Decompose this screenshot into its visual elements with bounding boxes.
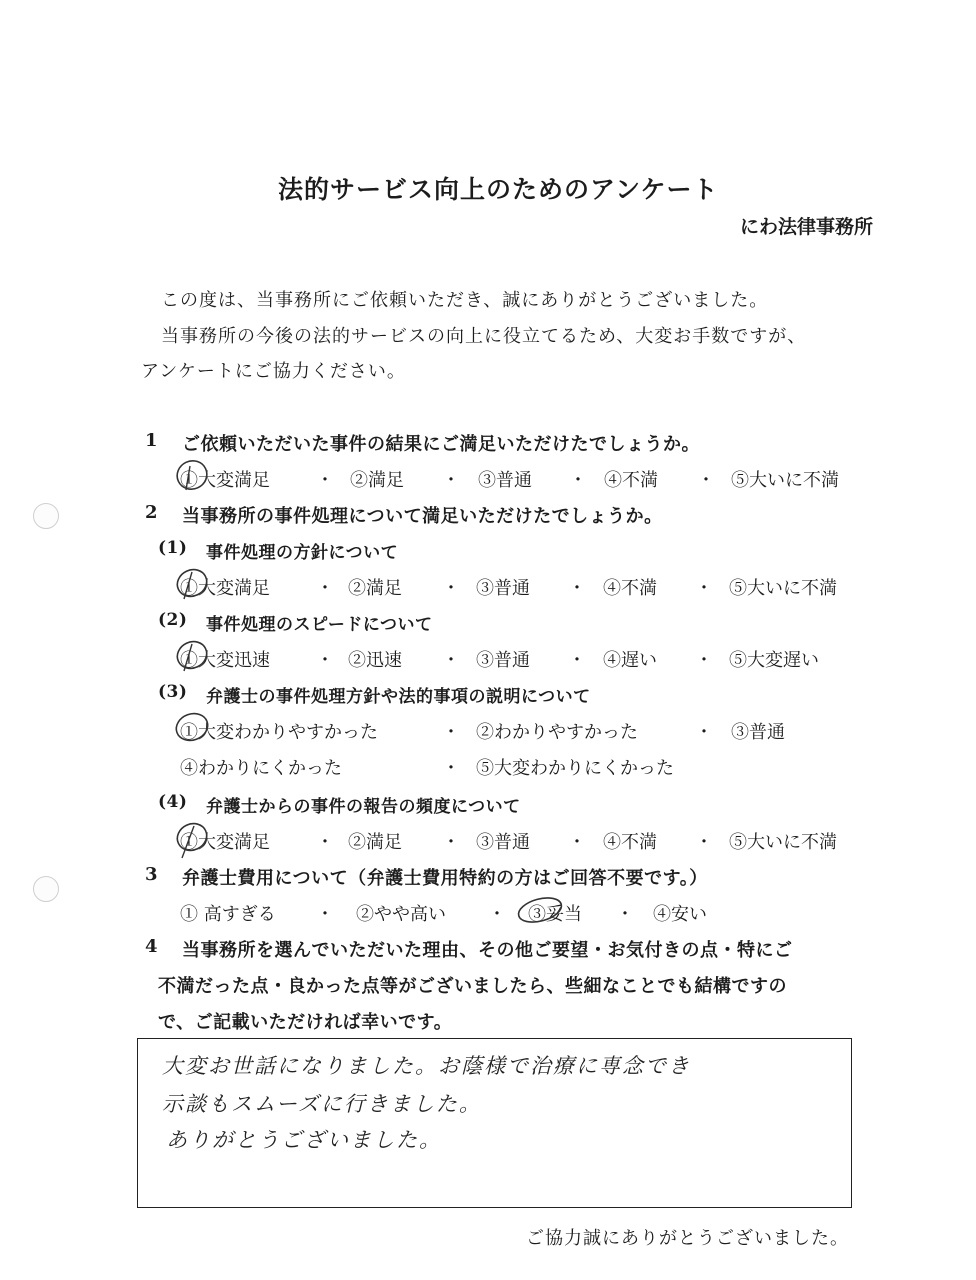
q2-2-option-3[interactable]: ③普通: [476, 650, 530, 671]
q2-2-separator: ・: [316, 650, 334, 671]
q2-3-separator: ・: [695, 722, 713, 743]
q2-2-option-4[interactable]: ④遅い: [603, 650, 657, 671]
handwritten-answer-line-3: ありがとうございました。: [166, 1128, 442, 1152]
q2-3-option-4[interactable]: ④わかりにくかった: [180, 758, 342, 779]
q3-separator: ・: [488, 904, 506, 925]
question-4-line-2: 不満だった点・良かった点等がございましたら、些細なことでも結構ですの: [158, 976, 787, 997]
intro-line-3: アンケートにご協力ください。: [141, 361, 406, 382]
question-1-number: 1: [145, 430, 159, 451]
q3-option-2[interactable]: ②やや高い: [356, 904, 446, 925]
q2-1-separator: ・: [316, 578, 334, 599]
q2-4-option-2[interactable]: ②満足: [348, 832, 402, 853]
q2-4-option-1[interactable]: ①大変満足: [180, 832, 270, 853]
q2-4-separator: ・: [442, 832, 460, 853]
q1-option-1[interactable]: ①大変満足: [180, 470, 270, 491]
question-1-text: ご依頼いただいた事件の結果にご満足いただけたでしょうか。: [182, 434, 700, 455]
q2-1-option-1[interactable]: ①大変満足: [180, 578, 270, 599]
question-3-number: 3: [145, 864, 159, 885]
q2-4-separator: ・: [695, 832, 713, 853]
q2-2-separator: ・: [442, 650, 460, 671]
q2-4-option-3[interactable]: ③普通: [476, 832, 530, 853]
question-2-text: 当事務所の事件処理について満足いただけたでしょうか。: [182, 506, 663, 527]
q1-option-5[interactable]: ⑤大いに不満: [731, 470, 839, 491]
question-4-number: 4: [145, 936, 159, 957]
q2-4-separator: ・: [316, 832, 334, 853]
punch-hole-upper: [33, 503, 59, 529]
q2-4-separator: ・: [568, 832, 586, 853]
q2-2-text: 事件処理のスピードについて: [206, 615, 433, 635]
q2-3-option-5[interactable]: ⑤大変わかりにくかった: [476, 758, 674, 779]
intro-line-1: この度は、当事務所にご依頼いただき、誠にありがとうございました。: [161, 290, 769, 311]
question-4-line-1: 当事務所を選んでいただいた理由、その他ご要望・お気付きの点・特にご: [182, 940, 793, 961]
question-4-line-3: で、ご記載いただければ幸いです。: [158, 1012, 453, 1033]
question-2-number: 2: [145, 502, 159, 523]
q2-1-text: 事件処理の方針について: [206, 543, 399, 563]
intro-line-2: 当事務所の今後の法的サービスの向上に役立てるため、大変お手数ですが、: [161, 326, 807, 347]
q2-3-separator: ・: [442, 722, 460, 743]
question-3-text: 弁護士費用について（弁護士費用特約の方はご回答不要です。）: [182, 868, 708, 889]
q2-2-separator: ・: [568, 650, 586, 671]
q2-1-option-5[interactable]: ⑤大いに不満: [729, 578, 837, 599]
q2-2-option-1[interactable]: ①大変迅速: [180, 650, 270, 671]
office-name: にわ法律事務所: [740, 216, 874, 238]
q1-option-2[interactable]: ②満足: [350, 470, 404, 491]
thank-you-footer: ご協力誠にありがとうございました。: [526, 1228, 849, 1249]
q2-4-label: (4): [158, 792, 188, 812]
q2-1-label: (1): [158, 538, 188, 558]
q1-separator: ・: [697, 470, 715, 491]
q2-4-text: 弁護士からの事件の報告の頻度について: [206, 797, 521, 817]
q2-1-option-2[interactable]: ②満足: [348, 578, 402, 599]
q2-1-option-4[interactable]: ④不満: [603, 578, 657, 599]
q3-option-3[interactable]: ③妥当: [528, 904, 582, 925]
q2-1-option-3[interactable]: ③普通: [476, 578, 530, 599]
q3-option-1[interactable]: ① 高すぎる: [180, 904, 276, 925]
q2-1-separator: ・: [695, 578, 713, 599]
q2-3-text: 弁護士の事件処理方針や法的事項の説明について: [206, 687, 591, 707]
q3-option-4[interactable]: ④安い: [653, 904, 707, 925]
q2-4-option-5[interactable]: ⑤大いに不満: [729, 832, 837, 853]
q2-3-separator: ・: [442, 758, 460, 779]
survey-title: 法的サービス向上のためのアンケート: [278, 175, 719, 204]
q3-separator: ・: [316, 904, 334, 925]
q1-option-3[interactable]: ③普通: [478, 470, 532, 491]
handwritten-answer-line-1: 大変お世話になりました。お蔭様で治療に専念でき: [162, 1054, 691, 1078]
q2-3-option-1[interactable]: ①大変わかりやすかった: [180, 722, 378, 743]
q2-2-separator: ・: [695, 650, 713, 671]
q2-4-option-4[interactable]: ④不満: [603, 832, 657, 853]
q1-separator: ・: [569, 470, 587, 491]
q2-1-separator: ・: [442, 578, 460, 599]
q2-3-option-3[interactable]: ③普通: [731, 722, 785, 743]
q1-separator: ・: [442, 470, 460, 491]
q2-2-option-2[interactable]: ②迅速: [348, 650, 402, 671]
q2-2-label: (2): [158, 610, 188, 630]
q1-option-4[interactable]: ④不満: [604, 470, 658, 491]
q2-3-label: (3): [158, 682, 188, 702]
q2-1-separator: ・: [568, 578, 586, 599]
q2-2-option-5[interactable]: ⑤大変遅い: [729, 650, 819, 671]
q1-separator: ・: [316, 470, 334, 491]
punch-hole-lower: [33, 876, 59, 902]
q3-separator: ・: [616, 904, 634, 925]
handwritten-answer-line-2: 示談もスムーズに行きました。: [162, 1092, 482, 1116]
q2-3-option-2[interactable]: ②わかりやすかった: [476, 722, 638, 743]
